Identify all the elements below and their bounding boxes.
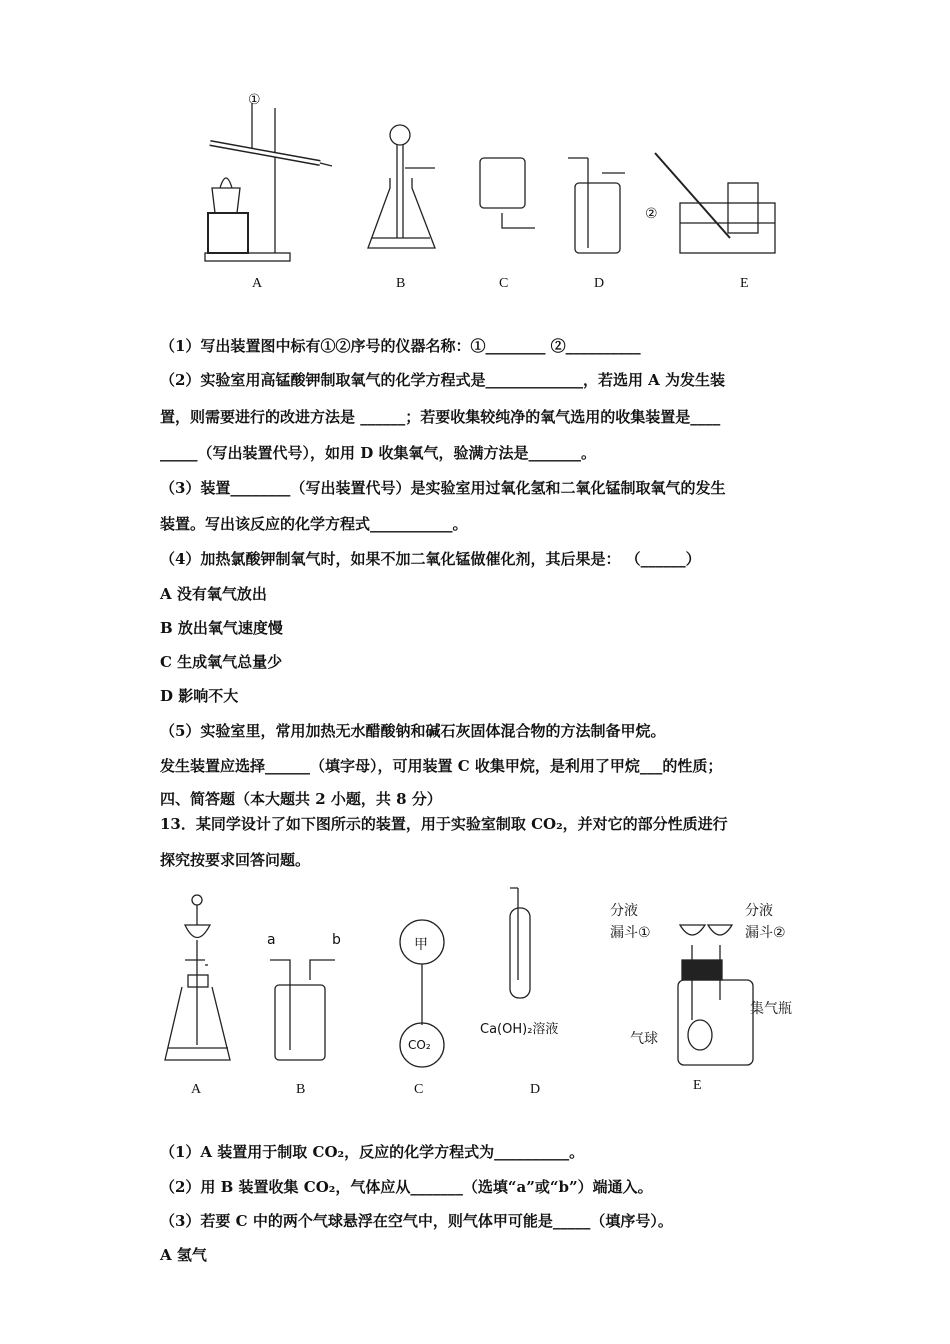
- figure2-label-b: B: [296, 1082, 306, 1097]
- q12-line-12: （5）实验室里，常用加热无水醋酸钠和碱石灰固体混合物的方法制备甲烷。: [160, 722, 666, 740]
- marker-1: ①: [248, 92, 261, 108]
- figure1-label-a: A: [252, 276, 263, 291]
- gas-bottle-label: 集气瓶: [750, 1001, 792, 1017]
- q13-line-3: （3）若要 C 中的两个气球悬浮在空气中，则气体甲可能是_____（填序号）。: [160, 1212, 673, 1230]
- port-a-label: a: [267, 932, 276, 948]
- q12-line-3: 置，则需要进行的改进方法是 ______；若要收集较纯净的氧气选用的收集装置是____: [160, 408, 721, 426]
- q12-line-7: （4）加热氯酸钾制氧气时，如果不加二氧化锰做催化剂，其后果是： （______）: [160, 550, 701, 568]
- section-heading: 四、简答题（本大题共 2 小题，共 8 分）: [160, 790, 442, 808]
- q13-intro-2: 探究按要求回答问题。: [160, 851, 311, 869]
- funnel-1-label-top: 分液: [610, 903, 638, 919]
- figure2-label-c: C: [414, 1082, 424, 1097]
- funnel-2-label-bottom: 漏斗②: [745, 925, 786, 941]
- q12-line-6: 装置。写出该反应的化学方程式___________。: [160, 515, 468, 533]
- q12-line-5: （3）装置________（写出装置代号）是实验室用过氧化氢和二氧化锰制取氧气的发生: [160, 479, 726, 497]
- apparatus-figure-2: [160, 880, 810, 1100]
- funnel-2-label-top: 分液: [745, 903, 773, 919]
- port-b-label: b: [332, 932, 341, 948]
- figure1-label-c: C: [499, 276, 509, 291]
- q12-option-a: A 没有氧气放出: [160, 585, 267, 603]
- figure2-label-e: E: [693, 1078, 702, 1093]
- figure1-label-e: E: [740, 276, 749, 291]
- apparatus-drawings-1: [190, 88, 790, 303]
- figure1-label-d: D: [594, 276, 605, 291]
- apparatus-figure-1: [190, 88, 790, 303]
- q13-intro-1: 13．某同学设计了如下图所示的装置，用于实验室制取 CO₂，并对它的部分性质进行: [160, 815, 728, 833]
- apparatus-drawings-2: [160, 880, 810, 1100]
- q13-line-2: （2）用 B 装置收集 CO₂，气体应从_______（选填“a”或“b”）端通入。: [160, 1178, 653, 1196]
- funnel-1-label-bottom: 漏斗①: [610, 925, 651, 941]
- q12-option-b: B 放出氧气速度慢: [160, 619, 283, 637]
- solution-label: Ca(OH)₂溶液: [480, 1022, 559, 1037]
- q12-line-13: 发生装置应选择______（填字母），可用装置 C 收集甲烷，是利用了甲烷___的性质；: [160, 757, 723, 775]
- q12-option-c: C 生成氧气总量少: [160, 653, 283, 671]
- balloon-co2-label: CO₂: [408, 1038, 431, 1052]
- q13-line-1: （1）A 装置用于制取 CO₂，反应的化学方程式为__________。: [160, 1143, 585, 1161]
- q12-option-d: D 影响不大: [160, 687, 239, 705]
- q12-line-2: （2）实验室用高锰酸钾制取氧气的化学方程式是_____________，若选用 A 为发生装: [160, 371, 726, 389]
- figure2-label-a: A: [191, 1082, 202, 1097]
- figure1-label-b: B: [396, 276, 406, 291]
- marker-2: ②: [645, 206, 658, 222]
- q12-line-1: （1）写出装置图中标有①②序号的仪器名称：①________ ②__________: [160, 337, 641, 355]
- q13-option-a: A 氢气: [160, 1246, 207, 1264]
- balloon-gas-label: 甲: [414, 937, 428, 953]
- figure2-label-d: D: [530, 1082, 541, 1097]
- q12-line-4: _____（写出装置代号），如用 D 收集氧气，验满方法是_______。: [160, 444, 596, 462]
- balloon-label: 气球: [630, 1031, 658, 1047]
